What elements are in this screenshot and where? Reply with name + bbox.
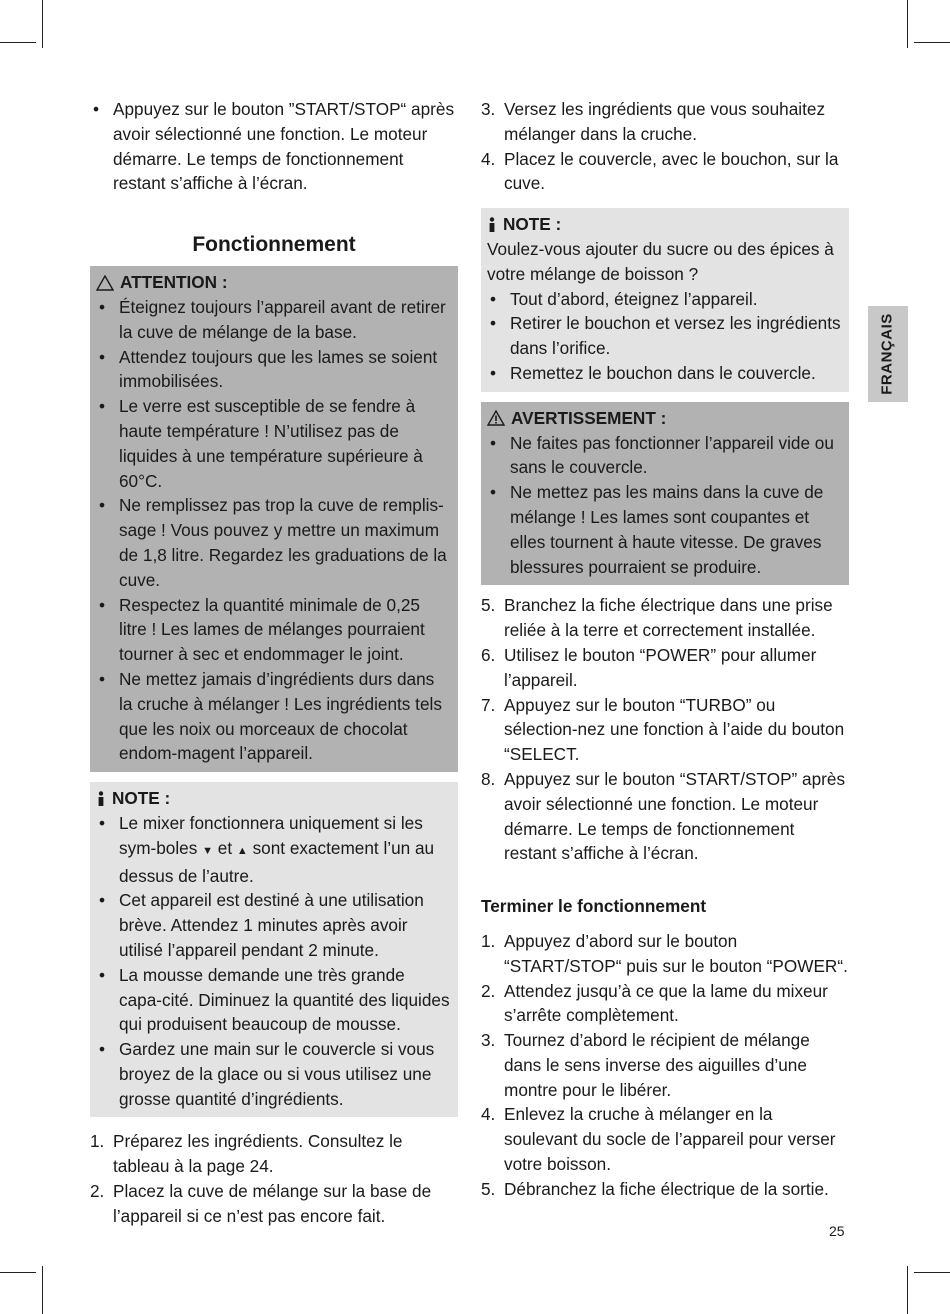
note-header: [487, 212, 843, 237]
crop-mark: [914, 42, 950, 43]
list-item: [481, 767, 849, 866]
left-column: [90, 97, 458, 1229]
crop-mark: [42, 1266, 43, 1314]
note-item-text: et: [217, 837, 233, 858]
list-item: • Gardez une main sur le couvercle si vous broyez de la glace ou si vous utilisez une grosse quantité d’ingrédients.: [96, 1037, 452, 1111]
list-item: [481, 643, 849, 693]
step-number: 5.: [481, 1178, 496, 1199]
note-title: NOTE :: [112, 788, 171, 809]
list-item: [96, 811, 452, 888]
steps-list: [481, 97, 849, 196]
crop-mark: [42, 0, 43, 48]
right-column: [481, 97, 849, 1202]
steps-list: [481, 929, 849, 1202]
arrow-up-icon: ▲: [236, 844, 248, 857]
step-number: 4.: [481, 148, 496, 169]
note-list: [96, 811, 452, 1112]
attention-box: [90, 266, 458, 772]
step-number: 3.: [481, 99, 496, 119]
list-item: • Cet appareil est destiné à une utilisation brève. Attendez 1 minutes après avoir utilisé l’appareil pendant 2 minute.: [96, 888, 452, 962]
list-item: [481, 593, 849, 643]
step-text: Enlevez la cruche à mélanger en la soulevant du socle de l’appareil pour verser votre boisson.: [504, 1104, 836, 1175]
note-header: [96, 786, 452, 811]
step-number: 3.: [481, 1030, 496, 1051]
warning-box: [481, 402, 849, 586]
step-number: 7.: [481, 694, 496, 715]
section-title: Fonctionnement: [192, 233, 356, 257]
attention-header: [96, 270, 452, 295]
subsection-title: Terminer le fonctionnement: [481, 896, 707, 917]
note-box: [90, 782, 458, 1117]
list-item: • Respectez la quantité minimale de 0,25 litre ! Les lames de mélanges pourraient tourner à sec et endommager le joint.: [96, 593, 452, 667]
list-item: • Retirer le bouchon et versez les ingrédients dans l’orifice.: [487, 311, 843, 361]
steps-list: [481, 593, 849, 866]
note-box: [481, 208, 849, 392]
list-item: [481, 693, 849, 767]
step-text: Placez le couvercle, avec le bouchon, sur la cuve.: [504, 148, 839, 194]
step-text: Appuyez sur le bouton “START/STOP” après avoir sélectionné une fonction. Le moteur démarre. Le temps de fonctionnement restant s’affiche à l’écran.: [504, 768, 846, 864]
note-item-text: Le mixer fonctionnera uniquement si les sym-boles: [119, 812, 423, 858]
intro-list: [90, 97, 458, 196]
list-item: • Ne faites pas fonctionner l’appareil vide ou sans le couvercle.: [487, 431, 843, 481]
step-text: Utilisez le bouton “POWER” pour allumer l’appareil.: [504, 644, 817, 690]
list-item: • Ne mettez pas les mains dans la cuve de mélange ! Les lames sont coupantes et elles tournent à haute vitesse. De graves blessures pourraient se produire.: [487, 480, 843, 579]
info-icon: [487, 217, 497, 233]
step-text: Appuyez d’abord sur le bouton “START/STOP“ puis sur le bouton “POWER“.: [504, 930, 848, 976]
attention-title: ATTENTION :: [120, 272, 228, 293]
arrow-down-icon: ▼: [202, 844, 213, 857]
crop-mark: [907, 0, 908, 48]
step-text: Préparez les ingrédients. Consultez le tableau à la page 24.: [113, 1131, 403, 1177]
list-item: • Ne mettez jamais d’ingrédients durs dans la cruche à mélanger ! Les ingrédients tels que les noix ou morceaux de chocolat endom-magent l’appareil.: [96, 667, 452, 766]
step-text: Appuyez sur le bouton “TURBO” ou sélection-nez une fonction à l’aide du bouton “SELECT.: [504, 694, 845, 765]
step-text: Versez les ingrédients que vous souhaitez mélanger dans la cruche.: [504, 99, 826, 144]
step-number: 1.: [481, 930, 496, 951]
step-number: 2.: [481, 980, 496, 1001]
list-item: • Remettez le bouchon dans le couvercle.: [487, 361, 843, 386]
intro-bullet: • Appuyez sur le bouton ”START/STOP“ après avoir sélectionné une fonction. Le moteur démarre. Le temps de fonctionnement restant s’affiche à l’écran.: [90, 97, 458, 196]
note-list: [487, 287, 843, 386]
step-text: Attendez jusqu’à ce que la lame du mixeur s’arrête complètement.: [504, 980, 828, 1026]
language-tab: [868, 306, 908, 402]
warning-triangle-icon: [96, 275, 114, 291]
step-text: Branchez la fiche électrique dans une prise reliée à la terre et correctement installée.: [504, 595, 833, 641]
list-item: [90, 1179, 458, 1229]
note-intro: Voulez-vous ajouter du sucre ou des épices à votre mélange de boisson ?: [487, 238, 834, 284]
language-tab-label: FRANÇAIS: [878, 313, 896, 395]
steps-list: [90, 1129, 458, 1228]
crop-mark: [0, 42, 36, 43]
step-number: 8.: [481, 768, 496, 789]
attention-list: [96, 295, 452, 766]
step-number: 4.: [481, 1104, 496, 1125]
step-text: Placez la cuve de mélange sur la base de l’appareil si ce n’est pas encore fait.: [113, 1181, 432, 1226]
crop-mark: [0, 1272, 36, 1273]
warning-exclamation-icon: [487, 410, 505, 426]
list-item: [481, 1102, 849, 1176]
crop-mark: [914, 1272, 950, 1273]
step-number: 6.: [481, 644, 496, 665]
list-item: [481, 97, 849, 147]
step-number: 1.: [90, 1131, 105, 1152]
step-number: 5.: [481, 595, 496, 616]
warning-list: [487, 431, 843, 580]
list-item: • Le verre est susceptible de se fendre à haute température ! N’utilisez pas de liquides à une température supérieure à 60°C.: [96, 394, 452, 493]
note-title: NOTE :: [503, 214, 562, 235]
list-item: [90, 1129, 458, 1179]
list-item: [481, 1028, 849, 1102]
warning-header: [487, 406, 843, 431]
page-number: 25: [829, 1223, 845, 1239]
note-item-text: sont exactement l’un au dessus de l’autre.: [119, 837, 435, 886]
list-item: [481, 147, 849, 197]
info-icon: [96, 791, 106, 807]
list-item: [481, 929, 849, 979]
list-item: • Ne remplissez pas trop la cuve de remplis-sage ! Vous pouvez y mettre un maximum de 1,8 litre. Regardez les graduations de la cuve.: [96, 493, 452, 592]
crop-mark: [907, 1266, 908, 1314]
list-item: • Attendez toujours que les lames se soient immobilisées.: [96, 345, 452, 395]
list-item: [481, 979, 849, 1029]
list-item: [481, 1177, 849, 1202]
step-text: Débranchez la fiche électrique de la sortie.: [504, 1178, 829, 1199]
warning-title: AVERTISSEMENT :: [511, 407, 667, 428]
step-number: 2.: [90, 1181, 105, 1202]
list-item: • Tout d’abord, éteignez l’appareil.: [487, 287, 843, 312]
list-item: • La mousse demande une très grande capa-cité. Diminuez la quantité des liquides qui produisent beaucoup de mousse.: [96, 963, 452, 1037]
list-item: • Éteignez toujours l’appareil avant de retirer la cuve de mélange de la base.: [96, 295, 452, 345]
step-text: Tournez d’abord le récipient de mélange dans le sens inverse des aiguilles d’une montre pour le libérer.: [504, 1030, 810, 1100]
